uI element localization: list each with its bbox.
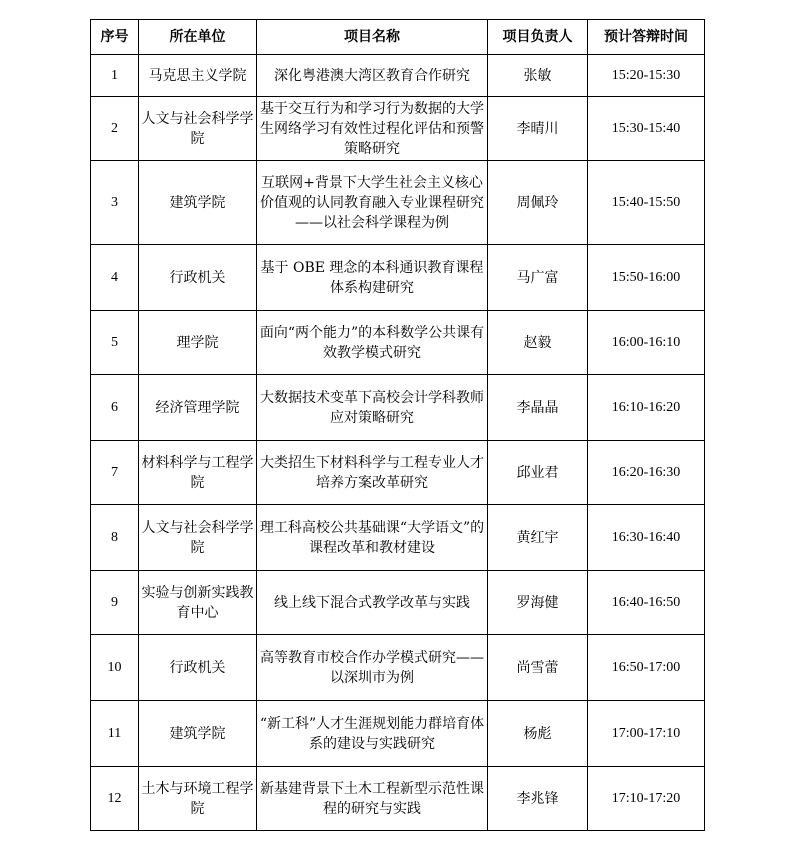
row-time: 15:20-15:30 [588, 55, 705, 97]
row-time: 16:40-16:50 [588, 571, 705, 635]
row-unit: 人文与社会科学学院 [139, 97, 257, 161]
row-time: 17:00-17:10 [588, 701, 705, 767]
row-leader: 李晴川 [488, 97, 588, 161]
table-row [91, 97, 705, 161]
row-unit: 建筑学院 [139, 161, 257, 245]
row-time: 15:30-15:40 [588, 97, 705, 161]
table-row [91, 767, 705, 831]
row-leader: 李兆锋 [488, 767, 588, 831]
row-leader: 尚雪蕾 [488, 635, 588, 701]
row-leader: 赵毅 [488, 311, 588, 375]
row-no: 10 [91, 635, 139, 701]
row-unit: 行政机关 [139, 245, 257, 311]
row-unit: 行政机关 [139, 635, 257, 701]
header-project-name: 项目名称 [257, 20, 488, 55]
table-row [91, 571, 705, 635]
row-project-name: 新基建背景下土木工程新型示范性课程的研究与实践 [257, 767, 488, 831]
table-row [91, 701, 705, 767]
row-leader: 周佩玲 [488, 161, 588, 245]
row-unit: 材料科学与工程学院 [139, 441, 257, 505]
row-project-name: 理工科高校公共基础课“大学语文”的课程改革和教材建设 [257, 505, 488, 571]
row-project-name: 线上线下混合式教学改革与实践 [257, 571, 488, 635]
row-no: 8 [91, 505, 139, 571]
row-project-name: 高等教育市校合作办学模式研究——以深圳市为例 [257, 635, 488, 701]
row-no: 4 [91, 245, 139, 311]
row-unit: 理学院 [139, 311, 257, 375]
row-project-name: 互联网+背景下大学生社会主义核心价值观的认同教育融入专业课程研究——以社会科学课程为例 [257, 161, 488, 245]
row-no: 9 [91, 571, 139, 635]
row-no: 7 [91, 441, 139, 505]
row-project-name: 基于 OBE 理念的本科通识教育课程体系构建研究 [257, 245, 488, 311]
table-row [91, 505, 705, 571]
row-no: 5 [91, 311, 139, 375]
row-unit: 土木与环境工程学院 [139, 767, 257, 831]
row-no: 12 [91, 767, 139, 831]
row-leader: 罗海健 [488, 571, 588, 635]
row-time: 17:10-17:20 [588, 767, 705, 831]
row-time: 15:50-16:00 [588, 245, 705, 311]
row-leader: 李晶晶 [488, 375, 588, 441]
table-row [91, 311, 705, 375]
row-project-name: “新工科”人才生涯规划能力群培育体系的建设与实践研究 [257, 701, 488, 767]
row-time: 16:00-16:10 [588, 311, 705, 375]
row-no: 2 [91, 97, 139, 161]
row-time: 16:30-16:40 [588, 505, 705, 571]
header-unit: 所在单位 [139, 20, 257, 55]
defense-schedule-table [90, 19, 705, 831]
table-row [91, 635, 705, 701]
row-unit: 建筑学院 [139, 701, 257, 767]
header-leader: 项目负责人 [488, 20, 588, 55]
row-no: 3 [91, 161, 139, 245]
row-no: 11 [91, 701, 139, 767]
row-leader: 杨彪 [488, 701, 588, 767]
row-project-name: 大数据技术变革下高校会计学科教师应对策略研究 [257, 375, 488, 441]
row-project-name: 深化粤港澳大湾区教育合作研究 [257, 55, 488, 97]
row-project-name: 大类招生下材料科学与工程专业人才培养方案改革研究 [257, 441, 488, 505]
table-row [91, 161, 705, 245]
row-leader: 马广富 [488, 245, 588, 311]
row-leader: 邱业君 [488, 441, 588, 505]
row-unit: 经济管理学院 [139, 375, 257, 441]
table-row [91, 441, 705, 505]
row-leader: 黄红宇 [488, 505, 588, 571]
header-no: 序号 [91, 20, 139, 55]
row-unit: 实验与创新实践教育中心 [139, 571, 257, 635]
header-time: 预计答辩时间 [588, 20, 705, 55]
row-time: 16:10-16:20 [588, 375, 705, 441]
table-row [91, 375, 705, 441]
row-project-name: 基于交互行为和学习行为数据的大学生网络学习有效性过程化评估和预警策略研究 [257, 97, 488, 161]
table-header-row [91, 20, 705, 55]
row-time: 16:20-16:30 [588, 441, 705, 505]
row-time: 16:50-17:00 [588, 635, 705, 701]
table-row [91, 55, 705, 97]
table-row [91, 245, 705, 311]
row-project-name: 面向“两个能力”的本科数学公共课有效教学模式研究 [257, 311, 488, 375]
row-no: 6 [91, 375, 139, 441]
row-unit: 马克思主义学院 [139, 55, 257, 97]
row-leader: 张敏 [488, 55, 588, 97]
row-time: 15:40-15:50 [588, 161, 705, 245]
row-no: 1 [91, 55, 139, 97]
row-unit: 人文与社会科学学院 [139, 505, 257, 571]
